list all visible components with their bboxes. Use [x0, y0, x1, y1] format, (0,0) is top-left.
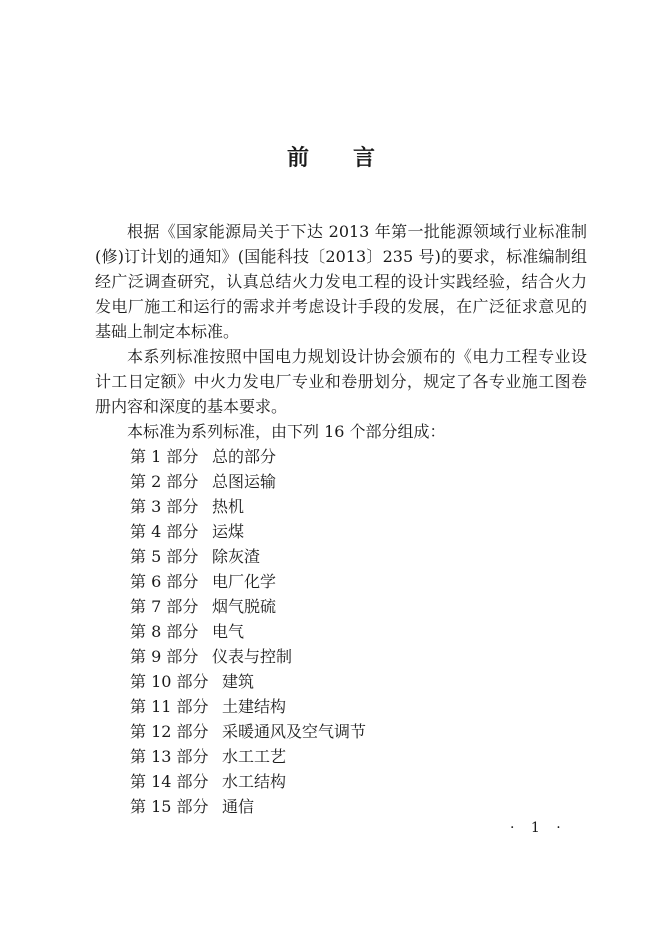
part-name: 水工工艺 [222, 747, 287, 766]
part-number: 第 13 部分 [130, 747, 209, 766]
paragraph-composition: 本标准为系列标准，由下列 16 个部分组成： [127, 422, 446, 441]
list-item [130, 469, 366, 494]
part-name: 总的部分 [212, 447, 277, 466]
list-item [130, 644, 366, 669]
part-name: 电厂化学 [212, 572, 277, 591]
part-number: 第 9 部分 [130, 647, 199, 666]
part-number: 第 7 部分 [130, 597, 199, 616]
part-name: 通信 [222, 797, 255, 816]
list-item [130, 719, 366, 744]
part-name: 热机 [212, 497, 245, 516]
list-item [130, 494, 366, 519]
part-number: 第 1 部分 [130, 447, 199, 466]
list-item [130, 694, 366, 719]
list-item [130, 444, 366, 469]
part-number: 第 15 部分 [130, 797, 209, 816]
part-number: 第 2 部分 [130, 472, 199, 491]
part-number: 第 8 部分 [130, 622, 199, 641]
parts-list [130, 444, 366, 819]
part-number: 第 6 部分 [130, 572, 199, 591]
list-item [130, 769, 366, 794]
part-name: 水工结构 [222, 772, 287, 791]
list-item [130, 569, 366, 594]
list-item [130, 519, 366, 544]
part-number: 第 10 部分 [130, 672, 209, 691]
page-number: · 1 · [510, 820, 567, 836]
part-name: 采暖通风及空气调节 [222, 722, 367, 741]
part-name: 除灰渣 [212, 547, 261, 566]
part-number: 第 12 部分 [130, 722, 209, 741]
list-item [130, 744, 366, 769]
paragraph-division: 本系列标准按照中国电力规划设计协会颁布的《电力工程专业设计工日定额》中火力发电厂专业和卷册划分，规定了各专业施工图卷册内容和深度的基本要求。 [95, 347, 587, 416]
part-name: 总图运输 [212, 472, 277, 491]
part-name: 电气 [212, 622, 245, 641]
part-number: 第 14 部分 [130, 772, 209, 791]
part-number: 第 5 部分 [130, 547, 199, 566]
part-number: 第 3 部分 [130, 497, 199, 516]
part-number: 第 4 部分 [130, 522, 199, 541]
list-item [130, 619, 366, 644]
part-number: 第 11 部分 [130, 697, 209, 716]
list-item [130, 794, 366, 819]
part-name: 仪表与控制 [212, 647, 293, 666]
paragraph-basis: 根据《国家能源局关于下达 2013 年第一批能源领域行业标准制(修)订计划的通知》(国能科技〔2013〕235 号)的要求，标准编制组经广泛调查研究，认真总结火力发电工程的设计实践经验，结合火力发电厂施工和运行的需求并考虑设计手段的发展，在广泛征求意见的基础上制定本标准。 [95, 222, 587, 341]
list-item [130, 669, 366, 694]
page-title: 前言 [286, 146, 419, 171]
list-item [130, 594, 366, 619]
part-name: 建筑 [222, 672, 255, 691]
list-item [130, 544, 366, 569]
part-name: 土建结构 [222, 697, 287, 716]
part-name: 烟气脱硫 [212, 597, 277, 616]
part-name: 运煤 [212, 522, 245, 541]
